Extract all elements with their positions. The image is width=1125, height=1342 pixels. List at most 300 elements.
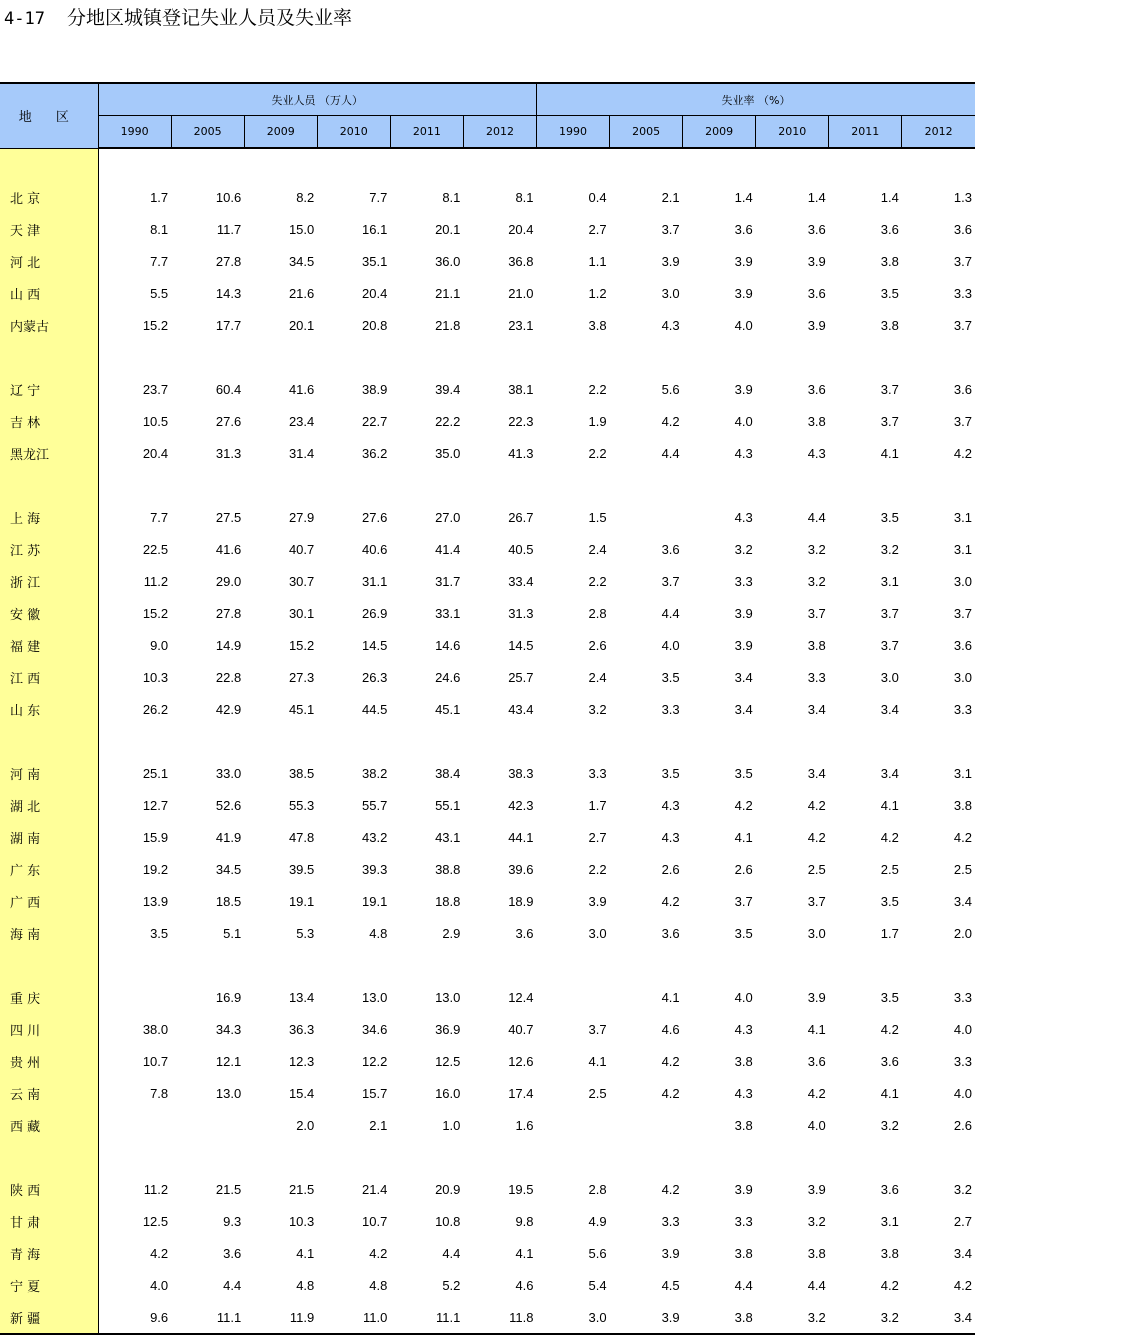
region-name-cell: 黑龙江 [0, 437, 98, 469]
unemployment-rate-cell: 4.0 [734, 989, 753, 1005]
unemployment-rate-cell: 1.7 [588, 797, 607, 813]
unemployed-persons-cell: 14.3 [215, 285, 242, 301]
unemployed-persons-cell [98, 148, 171, 181]
unemployed-persons-cell: 12.5 [435, 1053, 461, 1069]
unemployed-persons-cell [171, 1141, 244, 1173]
unemployed-persons-cell: 45.1 [435, 701, 461, 717]
unemployed-persons-cell [244, 341, 317, 373]
region-name-cell: 福 建 [0, 629, 98, 661]
unemployment-rate-cell: 3.8 [880, 317, 899, 333]
unemployment-rate-cell [756, 949, 829, 981]
unemployed-persons-cell: 4.8 [296, 1277, 315, 1293]
unemployed-persons-cell: 15.4 [288, 1085, 315, 1101]
unemployment-table [0, 82, 975, 1335]
unemployment-rate-cell: 3.3 [953, 701, 972, 717]
table-row [0, 629, 975, 661]
unemployment-rate-cell: 4.0 [734, 413, 753, 429]
unemployed-persons-cell [98, 341, 171, 373]
unemployed-persons-cell: 20.8 [362, 317, 388, 333]
unemployment-rate-cell: 4.1 [880, 1085, 899, 1101]
unemployment-rate-cell: 3.6 [807, 1053, 826, 1069]
unemployed-persons-cell: 27.5 [215, 509, 242, 525]
unemployed-persons-cell: 11.2 [143, 573, 169, 589]
region-name-cell: 湖 北 [0, 789, 98, 821]
region-name-cell: 青 海 [0, 1237, 98, 1269]
table-row [0, 1301, 975, 1334]
year-header-rate-2011: 2011 [829, 116, 902, 149]
unemployed-persons-cell [390, 949, 463, 981]
region-name-cell: 内蒙古 [0, 309, 98, 341]
unemployment-rate-cell [537, 1141, 610, 1173]
unemployment-rate-cell: 3.4 [880, 765, 899, 781]
unemployed-persons-cell: 12.6 [508, 1053, 534, 1069]
unemployed-persons-cell: 19.1 [288, 893, 315, 909]
region-name-cell: 宁 夏 [0, 1269, 98, 1301]
table-row [0, 1045, 975, 1077]
unemployment-rate-cell [829, 469, 902, 501]
unemployment-rate-cell [756, 1141, 829, 1173]
unemployment-rate-cell: 4.4 [661, 605, 680, 621]
unemployed-persons-cell: 8.1 [442, 189, 461, 205]
table-row [0, 917, 975, 949]
unemployment-rate-cell: 2.5 [807, 861, 826, 877]
table-row [0, 1077, 975, 1109]
table-row [0, 981, 975, 1013]
unemployment-rate-cell: 3.2 [829, 1301, 902, 1334]
unemployment-rate-cell [537, 341, 610, 373]
unemployment-rate-cell: 1.4 [807, 189, 826, 205]
unemployed-persons-cell: 15.2 [142, 317, 169, 333]
unemployment-rate-cell: 3.9 [734, 285, 753, 301]
unemployment-rate-cell: 3.5 [880, 989, 899, 1005]
table-title: 分地区城镇登记失业人员及失业率 [66, 7, 352, 29]
unemployed-persons-cell: 26.2 [142, 701, 169, 717]
unemployed-persons-cell: 7.7 [369, 189, 388, 205]
unemployment-rate-cell: 2.2 [588, 381, 607, 397]
page-title [4, 5, 352, 31]
unemployment-rate-cell: 3.4 [953, 1245, 972, 1261]
unemployed-persons-cell: 42.9 [215, 701, 242, 717]
region-name-cell: 广 西 [0, 885, 98, 917]
unemployed-persons-cell: 20.1 [288, 317, 315, 333]
unemployed-persons-cell: 12.1 [215, 1053, 242, 1069]
unemployed-persons-cell: 5.1 [223, 925, 242, 941]
unemployment-rate-cell: 3.9 [807, 1181, 826, 1197]
year-header-rate-2012: 2012 [902, 116, 975, 149]
unemployed-persons-cell: 21.4 [362, 1181, 388, 1197]
unemployment-rate-cell: 2.4 [588, 541, 607, 557]
unemployment-rate-cell: 3.7 [880, 413, 899, 429]
unemployed-persons-cell [317, 341, 390, 373]
unemployment-rate-cell: 3.6 [807, 381, 826, 397]
unemployed-persons-cell: 42.3 [508, 797, 534, 813]
unemployment-rate-cell: 3.0 [880, 669, 899, 685]
unemployed-persons-cell: 4.2 [150, 1245, 169, 1261]
unemployed-persons-cell: 20.4 [142, 445, 169, 461]
table-row [0, 181, 975, 213]
unemployment-rate-cell: 3.0 [807, 925, 826, 941]
year-header-persons-2011: 2011 [390, 116, 463, 149]
unemployment-rate-cell: 3.7 [953, 317, 972, 333]
unemployment-rate-cell: 2.8 [588, 1181, 607, 1197]
unemployment-rate-cell: 5.6 [661, 381, 680, 397]
unemployment-rate-cell: 2.4 [588, 669, 607, 685]
unemployment-rate-cell: 3.0 [588, 925, 607, 941]
unemployment-rate-cell: 3.9 [734, 1181, 753, 1197]
unemployed-persons-cell: 20.4 [508, 221, 534, 237]
table-row [0, 1109, 975, 1141]
unemployment-rate-cell [537, 725, 610, 757]
unemployment-rate-cell: 4.1 [661, 989, 680, 1005]
unemployed-persons-cell: 34.5 [288, 253, 315, 269]
unemployed-persons-cell: 39.3 [362, 861, 388, 877]
unemployed-persons-cell: 30.7 [288, 573, 315, 589]
region-name-cell: 江 西 [0, 661, 98, 693]
unemployed-persons-cell [244, 1141, 317, 1173]
unemployed-persons-cell: 19.5 [508, 1181, 534, 1197]
unemployment-rate-cell: 3.2 [880, 1117, 899, 1133]
region-name-cell: 山 西 [0, 277, 98, 309]
region-name-cell: 天 津 [0, 213, 98, 245]
unemployed-persons-cell: 38.8 [435, 861, 461, 877]
unemployed-persons-cell [317, 469, 390, 501]
unemployment-rate-cell: 3.1 [880, 1213, 899, 1229]
year-header-persons-2009: 2009 [244, 116, 317, 149]
unemployment-rate-cell [610, 148, 683, 181]
unemployed-persons-cell: 43.1 [435, 829, 461, 845]
unemployed-persons-cell: 22.3 [508, 413, 534, 429]
unemployment-rate-cell: 1.2 [588, 285, 607, 301]
unemployment-rate-cell: 2.2 [588, 573, 607, 589]
unemployed-persons-cell [463, 1141, 536, 1173]
unemployed-persons-cell [171, 725, 244, 757]
unemployment-rate-cell: 3.2 [807, 573, 826, 589]
unemployed-persons-cell: 41.3 [508, 445, 534, 461]
unemployed-persons-cell: 9.0 [150, 637, 169, 653]
unemployment-rate-cell: 3.1 [953, 509, 972, 525]
year-header-persons-2005: 2005 [171, 116, 244, 149]
table-row [0, 437, 975, 469]
unemployment-rate-cell [829, 1141, 902, 1173]
unemployed-persons-cell: 2.0 [296, 1117, 315, 1133]
unemployed-persons-cell: 14.5 [362, 637, 388, 653]
unemployed-persons-cell: 38.5 [288, 765, 315, 781]
unemployed-persons-cell: 4.4 [442, 1245, 461, 1261]
unemployed-persons-cell: 33.4 [508, 573, 534, 589]
unemployment-rate-cell: 4.2 [953, 1277, 972, 1293]
region-name-cell: 广 东 [0, 853, 98, 885]
unemployed-persons-cell: 13.0 [215, 1085, 242, 1101]
unemployed-persons-cell: 18.9 [508, 893, 534, 909]
unemployed-persons-cell [171, 469, 244, 501]
unemployed-persons-cell: 44.1 [508, 829, 534, 845]
unemployed-persons-cell: 41.6 [215, 541, 242, 557]
unemployed-persons-cell: 4.0 [150, 1277, 169, 1293]
unemployment-rate-cell: 3.4 [734, 669, 753, 685]
unemployment-rate-cell: 3.8 [807, 1245, 826, 1261]
unemployed-persons-cell: 19.2 [142, 861, 169, 877]
unemployed-persons-cell [317, 949, 390, 981]
year-header-persons-1990: 1990 [98, 116, 171, 149]
unemployment-rate-cell: 3.3 [661, 701, 680, 717]
unemployment-rate-cell [610, 725, 683, 757]
unemployment-rate-cell: 3.2 [734, 541, 753, 557]
unemployment-rate-cell: 3.5 [880, 509, 899, 525]
unemployed-persons-cell: 23.4 [288, 413, 315, 429]
unemployment-rate-cell [756, 469, 829, 501]
unemployment-rate-cell: 3.3 [953, 1053, 972, 1069]
unemployment-rate-cell: 3.2 [588, 701, 607, 717]
unemployment-rate-cell: 4.1 [880, 797, 899, 813]
region-name-cell [0, 725, 98, 757]
unemployed-persons-cell: 36.3 [288, 1021, 315, 1037]
unemployment-rate-cell: 3.8 [588, 317, 607, 333]
unemployed-persons-cell: 26.3 [362, 669, 388, 685]
unemployed-persons-cell: 7.7 [150, 253, 169, 269]
year-header-rate-2009: 2009 [683, 116, 756, 149]
unemployed-persons-cell [171, 148, 244, 181]
unemployed-persons-cell: 20.4 [362, 285, 388, 301]
unemployed-persons-cell: 10.7 [362, 1213, 388, 1229]
unemployment-rate-cell: 4.6 [661, 1021, 680, 1037]
unemployed-persons-cell: 38.9 [362, 381, 388, 397]
unemployment-rate-cell: 3.5 [734, 925, 753, 941]
region-name-cell: 吉 林 [0, 405, 98, 437]
unemployment-rate-cell: 4.2 [661, 1053, 680, 1069]
unemployed-persons-cell: 4.4 [223, 1277, 242, 1293]
table-row [0, 661, 975, 693]
table-row [0, 309, 975, 341]
unemployed-persons-cell: 11.9 [244, 1301, 317, 1334]
unemployment-rate-cell: 2.7 [953, 1213, 972, 1229]
unemployment-rate-cell [902, 148, 975, 181]
unemployed-persons-cell: 12.2 [362, 1053, 388, 1069]
unemployed-persons-cell: 11.1 [171, 1301, 244, 1334]
table-row [0, 405, 975, 437]
table-row [0, 1269, 975, 1301]
unemployment-rate-cell: 2.6 [588, 637, 607, 653]
unemployed-persons-cell: 29.0 [215, 573, 242, 589]
region-name-cell: 江 苏 [0, 533, 98, 565]
unemployed-persons-cell: 12.4 [508, 989, 534, 1005]
unemployed-persons-cell: 22.2 [435, 413, 461, 429]
unemployment-rate-cell: 3.9 [588, 893, 607, 909]
unemployment-rate-cell: 3.6 [661, 925, 680, 941]
unemployment-rate-cell: 3.7 [953, 413, 972, 429]
unemployment-rate-cell: 3.8 [734, 1245, 753, 1261]
unemployed-persons-cell [317, 148, 390, 181]
unemployment-rate-cell: 2.1 [661, 189, 680, 205]
unemployed-persons-cell: 10.8 [435, 1213, 461, 1229]
unemployment-rate-cell: 1.4 [880, 189, 899, 205]
unemployment-rate-cell: 3.6 [953, 637, 972, 653]
unemployment-rate-cell: 5.6 [588, 1245, 607, 1261]
unemployment-rate-cell: 4.2 [807, 797, 826, 813]
unemployment-rate-cell: 3.5 [880, 893, 899, 909]
unemployment-rate-cell: 3.7 [661, 573, 680, 589]
unemployed-persons-cell [244, 148, 317, 181]
unemployment-rate-cell: 3.9 [807, 317, 826, 333]
unemployment-rate-cell: 3.3 [734, 1213, 753, 1229]
region-name-cell [0, 341, 98, 373]
unemployed-persons-cell: 13.4 [288, 989, 315, 1005]
table-row [0, 597, 975, 629]
unemployed-persons-cell: 15.7 [362, 1085, 388, 1101]
unemployment-rate-cell: 3.2 [807, 541, 826, 557]
unemployed-persons-cell: 4.1 [296, 1245, 315, 1261]
unemployment-rate-cell: 4.3 [661, 797, 680, 813]
unemployed-persons-cell [98, 1109, 171, 1141]
unemployment-rate-cell: 3.7 [953, 253, 972, 269]
unemployment-rate-cell [902, 1141, 975, 1173]
unemployed-persons-cell: 10.6 [215, 189, 242, 205]
unemployment-rate-cell: 4.3 [661, 829, 680, 845]
unemployment-rate-cell: 2.6 [953, 1117, 972, 1133]
unemployment-rate-cell [537, 469, 610, 501]
spacer-row [0, 148, 975, 181]
unemployment-rate-cell [829, 725, 902, 757]
unemployment-rate-cell [829, 341, 902, 373]
unemployed-persons-cell: 25.7 [508, 669, 534, 685]
region-name-cell: 四 川 [0, 1013, 98, 1045]
unemployment-rate-cell: 3.7 [588, 1021, 607, 1037]
unemployed-persons-cell: 15.2 [288, 637, 315, 653]
unemployed-persons-cell: 47.8 [288, 829, 315, 845]
unemployed-persons-cell: 3.5 [150, 925, 169, 941]
unemployed-persons-cell: 31.3 [508, 605, 534, 621]
unemployment-rate-cell: 4.5 [661, 1277, 680, 1293]
unemployed-persons-cell: 17.4 [508, 1085, 534, 1101]
table-row [0, 565, 975, 597]
unemployment-rate-cell: 4.2 [953, 829, 972, 845]
unemployment-rate-cell: 3.7 [661, 221, 680, 237]
unemployment-rate-cell: 2.8 [588, 605, 607, 621]
unemployed-persons-cell: 8.2 [296, 189, 315, 205]
unemployment-rate-cell: 1.9 [588, 413, 607, 429]
region-name-cell: 重 庆 [0, 981, 98, 1013]
table-row [0, 277, 975, 309]
unemployed-persons-cell: 40.7 [508, 1021, 534, 1037]
unemployment-rate-cell: 4.2 [661, 1181, 680, 1197]
unemployment-rate-cell: 2.7 [588, 829, 607, 845]
region-name-cell: 湖 南 [0, 821, 98, 853]
unemployment-rate-cell: 3.8 [880, 1245, 899, 1261]
unemployment-rate-cell: 4.2 [661, 413, 680, 429]
region-name-cell: 北 京 [0, 181, 98, 213]
unemployment-rate-cell [610, 949, 683, 981]
unemployment-rate-cell: 2.5 [953, 861, 972, 877]
table-row [0, 213, 975, 245]
unemployment-rate-cell [829, 949, 902, 981]
unemployment-rate-cell: 4.0 [807, 1117, 826, 1133]
unemployed-persons-cell: 4.8 [369, 925, 388, 941]
table-row [0, 853, 975, 885]
year-header-persons-2012: 2012 [463, 116, 536, 149]
region-name-cell: 甘 肃 [0, 1205, 98, 1237]
unemployment-rate-cell: 3.8 [807, 637, 826, 653]
unemployment-rate-cell [756, 341, 829, 373]
unemployed-persons-cell: 9.3 [223, 1213, 242, 1229]
unemployed-persons-cell: 22.7 [362, 413, 388, 429]
unemployed-persons-cell: 34.6 [362, 1021, 388, 1037]
unemployed-persons-cell: 41.4 [435, 541, 461, 557]
unemployed-persons-cell: 4.6 [515, 1277, 534, 1293]
unemployment-rate-cell: 4.2 [807, 829, 826, 845]
unemployment-rate-cell: 3.6 [807, 221, 826, 237]
unemployed-persons-cell [390, 725, 463, 757]
unemployed-persons-cell: 38.4 [435, 765, 461, 781]
unemployment-rate-cell [683, 949, 756, 981]
unemployed-persons-cell: 15.0 [288, 221, 315, 237]
unemployed-persons-cell: 9.6 [98, 1301, 171, 1334]
unemployment-rate-cell: 4.2 [807, 1085, 826, 1101]
unemployed-persons-cell: 23.7 [142, 381, 169, 397]
unemployment-rate-cell: 3.6 [807, 285, 826, 301]
unemployment-rate-cell: 3.8 [734, 1117, 753, 1133]
unemployment-rate-cell [902, 469, 975, 501]
unemployment-rate-cell: 3.4 [807, 765, 826, 781]
unemployed-persons-cell: 3.6 [515, 925, 534, 941]
unemployed-persons-cell: 10.7 [142, 1053, 169, 1069]
unemployment-rate-cell: 2.6 [734, 861, 753, 877]
unemployed-persons-cell: 18.5 [215, 893, 242, 909]
year-header-row [0, 116, 975, 149]
unemployed-persons-cell: 8.1 [150, 221, 169, 237]
unemployment-rate-cell [902, 949, 975, 981]
unemployment-rate-cell: 4.0 [734, 317, 753, 333]
unemployment-rate-cell: 3.1 [953, 765, 972, 781]
unemployment-rate-cell [902, 341, 975, 373]
unemployed-persons-cell: 2.9 [442, 925, 461, 941]
unemployed-persons-cell: 27.3 [288, 669, 315, 685]
unemployment-rate-cell: 3.7 [880, 605, 899, 621]
unemployment-rate-cell [610, 1141, 683, 1173]
unemployed-persons-cell: 14.5 [508, 637, 534, 653]
unemployed-persons-cell: 44.5 [362, 701, 388, 717]
unemployed-persons-cell: 8.1 [515, 189, 534, 205]
unemployed-persons-cell: 9.8 [515, 1213, 534, 1229]
table-row [0, 789, 975, 821]
unemployed-persons-cell: 27.6 [215, 413, 242, 429]
unemployed-persons-cell: 11.2 [143, 1181, 169, 1197]
unemployment-rate-cell: 4.1 [734, 829, 753, 845]
table-number: 4-17 [4, 9, 45, 29]
unemployed-persons-cell: 43.2 [362, 829, 388, 845]
unemployed-persons-cell: 1.6 [515, 1117, 534, 1133]
unemployment-rate-cell: 1.3 [953, 189, 972, 205]
region-column-header: 地 区 [0, 83, 98, 148]
unemployment-rate-cell: 0.4 [588, 189, 607, 205]
unemployed-persons-cell: 15.9 [142, 829, 169, 845]
table-row [0, 1205, 975, 1237]
region-name-cell [0, 1141, 98, 1173]
unemployed-persons-cell: 4.8 [369, 1277, 388, 1293]
unemployed-persons-cell: 22.5 [142, 541, 169, 557]
unemployed-persons-cell [98, 981, 171, 1013]
unemployment-rate-cell: 4.2 [880, 829, 899, 845]
unemployment-rate-cell [756, 148, 829, 181]
unemployed-persons-cell: 16.9 [215, 989, 242, 1005]
table-row [0, 821, 975, 853]
spacer-row [0, 949, 975, 981]
unemployed-persons-cell: 19.1 [362, 893, 388, 909]
unemployed-persons-cell: 7.8 [150, 1085, 169, 1101]
unemployment-rate-cell [610, 1109, 683, 1141]
unemployed-persons-cell [98, 949, 171, 981]
unemployed-persons-cell: 11.0 [317, 1301, 390, 1334]
unemployment-rate-cell: 3.5 [880, 285, 899, 301]
unemployment-rate-cell: 3.6 [661, 541, 680, 557]
